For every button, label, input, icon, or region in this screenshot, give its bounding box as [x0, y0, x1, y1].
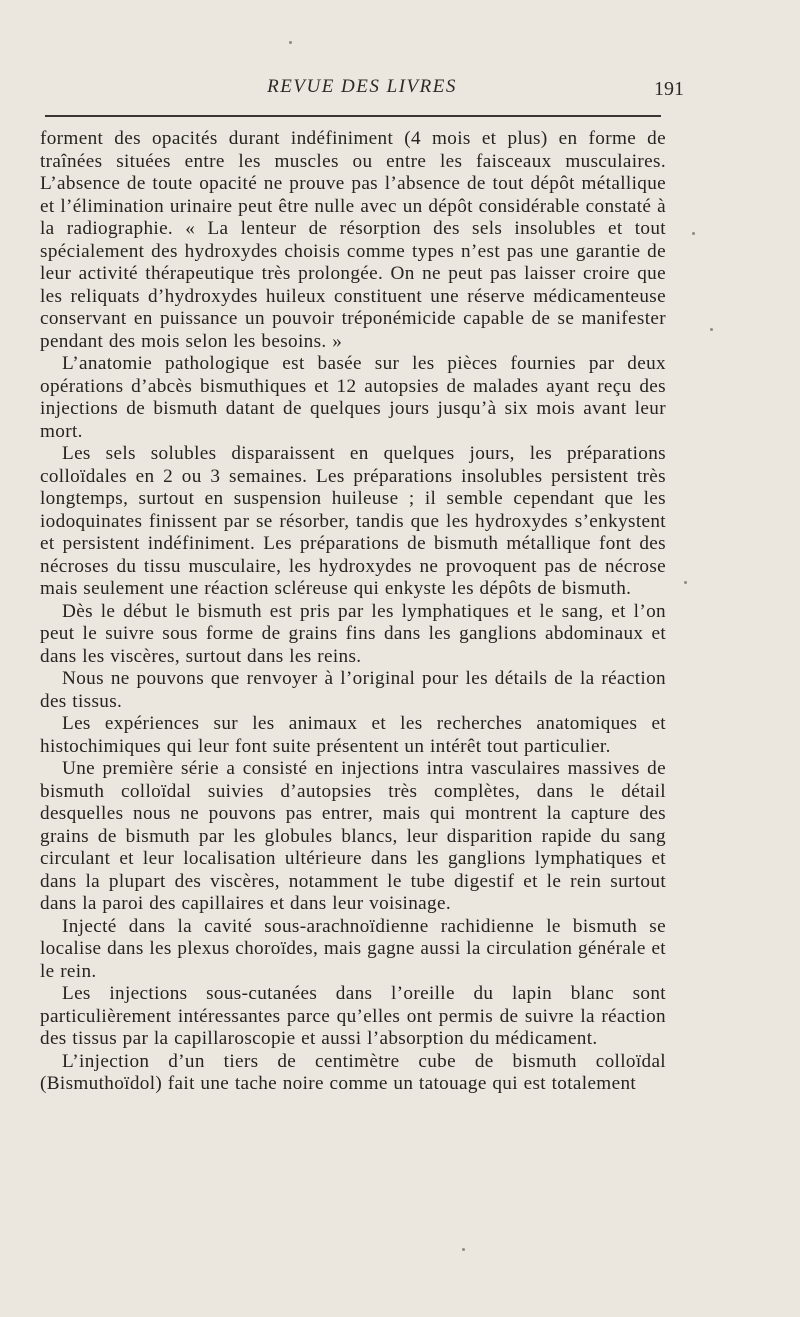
paper-speck: [692, 232, 695, 235]
page-number: 191: [654, 78, 684, 100]
paragraph-7: Une première série a consisté en injections intra vasculaires massives de bismuth colloïdal suivies d’autopsies très complètes, dans le détail desquelles nous ne pouvons pas entrer, mais qui montrent la capture des grains de bismuth par les globules blancs, leur disparition rapide du sang circulant et leur localisation ultérieure dans les ganglions lymphatiques et dans la plupart des viscères, notamment le tube digestif et le rein surtout dans la paroi des capillaires et dans leur voisinage.: [40, 758, 666, 914]
paragraph-8: Injecté dans la cavité sous-arachnoïdienne rachidienne le bismuth se localise dans les plexus choroïdes, mais gagne aussi la circulation générale et le rein.: [40, 915, 666, 982]
paper-speck: [462, 1248, 465, 1251]
running-title: REVUE DES LIVRES: [267, 76, 457, 97]
paper-speck: [684, 581, 687, 584]
header-rule: [45, 115, 661, 117]
paragraph-4: Dès le début le bismuth est pris par les lymphatiques et le sang, et l’on peut le suivre sous forme de grains fins dans les ganglions abdominaux et dans les viscères, surtout dans les reins.: [40, 600, 666, 667]
paragraph-3: Les sels solubles disparaissent en quelques jours, les préparations colloïdales en 2 ou 3 semaines. Les préparations insolubles persistent très longtemps, surtout en suspension huileuse ; il semble cependant que les iodoquinates finissent par se résorber, tandis que les hydroxydes s’enkystent et persistent indéfiniment. Les préparations de bismuth métallique font des nécroses du tissu musculaire, les hydroxydes ne provoquent pas de nécrose mais seulement une réaction scléreuse qui enkyste les dépôts de bismuth.: [40, 443, 666, 599]
paper-speck: [710, 328, 713, 331]
paragraph-6: Les expériences sur les animaux et les recherches anatomiques et histochimiques qui leur font suite présentent un intérêt tout particulier.: [40, 713, 666, 757]
paragraph-9: Les injections sous-cutanées dans l’oreille du lapin blanc sont particulièrement intéressantes parce qu’elles ont permis de suivre la réaction des tissus par la capillaroscopie et aussi l’absorption du médicament.: [40, 983, 666, 1049]
paragraph-1: forment des opacités durant indéfiniment (4 mois et plus) en forme de traînées situées entre les muscles ou entre les faisceaux musculaires. L’absence de toute opacité ne prouve pas l’absence de tout dépôt métallique et l’élimination urinaire peut être nulle avec un dépôt considérable constaté à la radiographie. « La lenteur de résorption des sels insolubles et tout spécialement des hydroxydes choisis comme types n’est pas une garantie de leur activité thérapeutique très prolongée. On ne peut pas laisser croire que les reliquats d’hydroxydes huileux constituent une réserve médicamenteuse conservant en puissance un pouvoir tréponémicide capable de se manifester pendant des mois selon les besoins. »: [40, 128, 666, 352]
paragraph-10: L’injection d’un tiers de centimètre cube de bismuth colloïdal (Bismuthoïdol) fait une tache noire comme un tatouage qui est totalement: [40, 1050, 666, 1094]
running-head: [42, 76, 682, 106]
paragraph-2: L’anatomie pathologique est basée sur les pièces fournies par deux opérations d’abcès bismuthiques et 12 autopsies de malades ayant reçu des injections de bismuth datant de quelques jours jusqu’à six mois avant leur mort.: [40, 353, 666, 442]
body-text: [40, 128, 666, 1096]
paper-speck: [289, 41, 292, 44]
paragraph-5: Nous ne pouvons que renvoyer à l’original pour les détails de la réaction des tissus.: [40, 668, 666, 712]
